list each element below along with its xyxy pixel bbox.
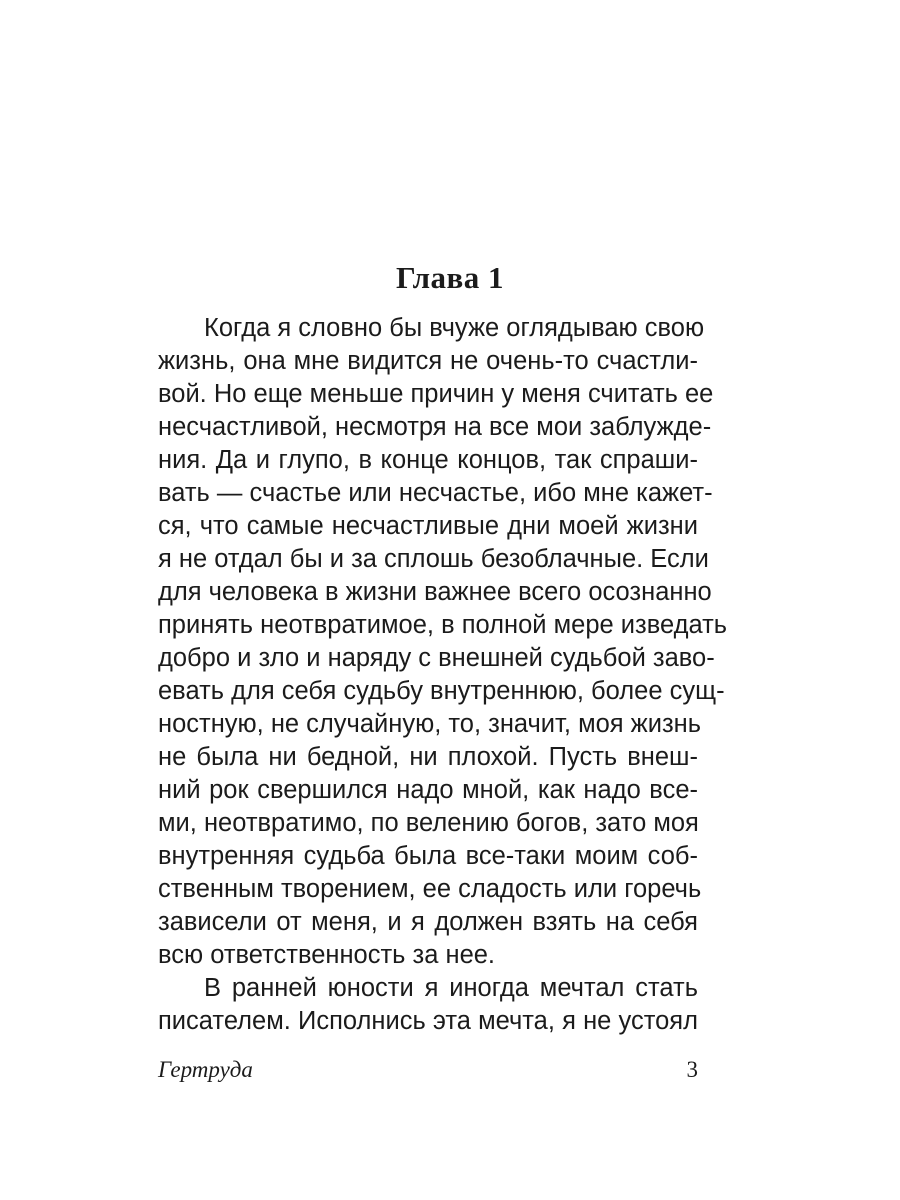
text-line: внутренняя судьба была все-таки моим соб-: [158, 842, 698, 870]
text-line: добро и зло и наряду с внешней судьбой заво-: [158, 644, 715, 672]
text-line: евать для себя судьбу внутреннюю, более сущ-: [158, 677, 725, 705]
text-line: ственным творением, ее сладость или горечь: [158, 875, 702, 903]
text-line: ностную, не случайную, то, значит, моя жизнь: [158, 710, 702, 738]
text-line: ния. Да и глупо, в конце концов, так спраши-: [158, 446, 698, 474]
text-line: писателем. Исполнись эта мечта, я не устоял: [158, 1007, 698, 1035]
running-footer-title: Гертруда: [158, 1057, 253, 1082]
text-line: вать — счастье или несчастье, ибо мне кажет-: [158, 479, 713, 507]
body-text: [158, 312, 728, 1038]
text-line: принять неотвратимое, в полной мере изведать: [158, 611, 728, 639]
text-line: ний рок свершился надо мной, как надо все-: [158, 776, 698, 804]
text-line: зависели от меня, и я должен взять на себя: [158, 908, 698, 936]
text-line: ми, неотвратимо, по велению богов, зато моя: [158, 809, 699, 837]
text-line: несчастливой, несмотря на все мои заблужде-: [158, 413, 712, 441]
text-line: всю ответственность за нее.: [158, 941, 496, 969]
text-line: вой. Но еще меньше причин у меня считать ее: [158, 380, 714, 408]
text-line: я не отдал бы и за сплошь безоблачные. Если: [158, 545, 709, 573]
text-line: В ранней юности я иногда мечтал стать: [204, 974, 698, 1002]
page-number: 3: [686, 1057, 698, 1082]
text-line: Когда я словно бы вчуже оглядываю свою: [204, 314, 705, 342]
text-line: не была ни бедной, ни плохой. Пусть внеш-: [158, 743, 698, 771]
chapter-title: Глава 1: [395, 260, 505, 295]
text-line: ся, что самые несчастливые дни моей жизни: [158, 512, 698, 540]
text-line: для человека в жизни важнее всего осознанно: [158, 578, 712, 606]
text-line: жизнь, она мне видится не очень-то счастли-: [158, 347, 698, 375]
